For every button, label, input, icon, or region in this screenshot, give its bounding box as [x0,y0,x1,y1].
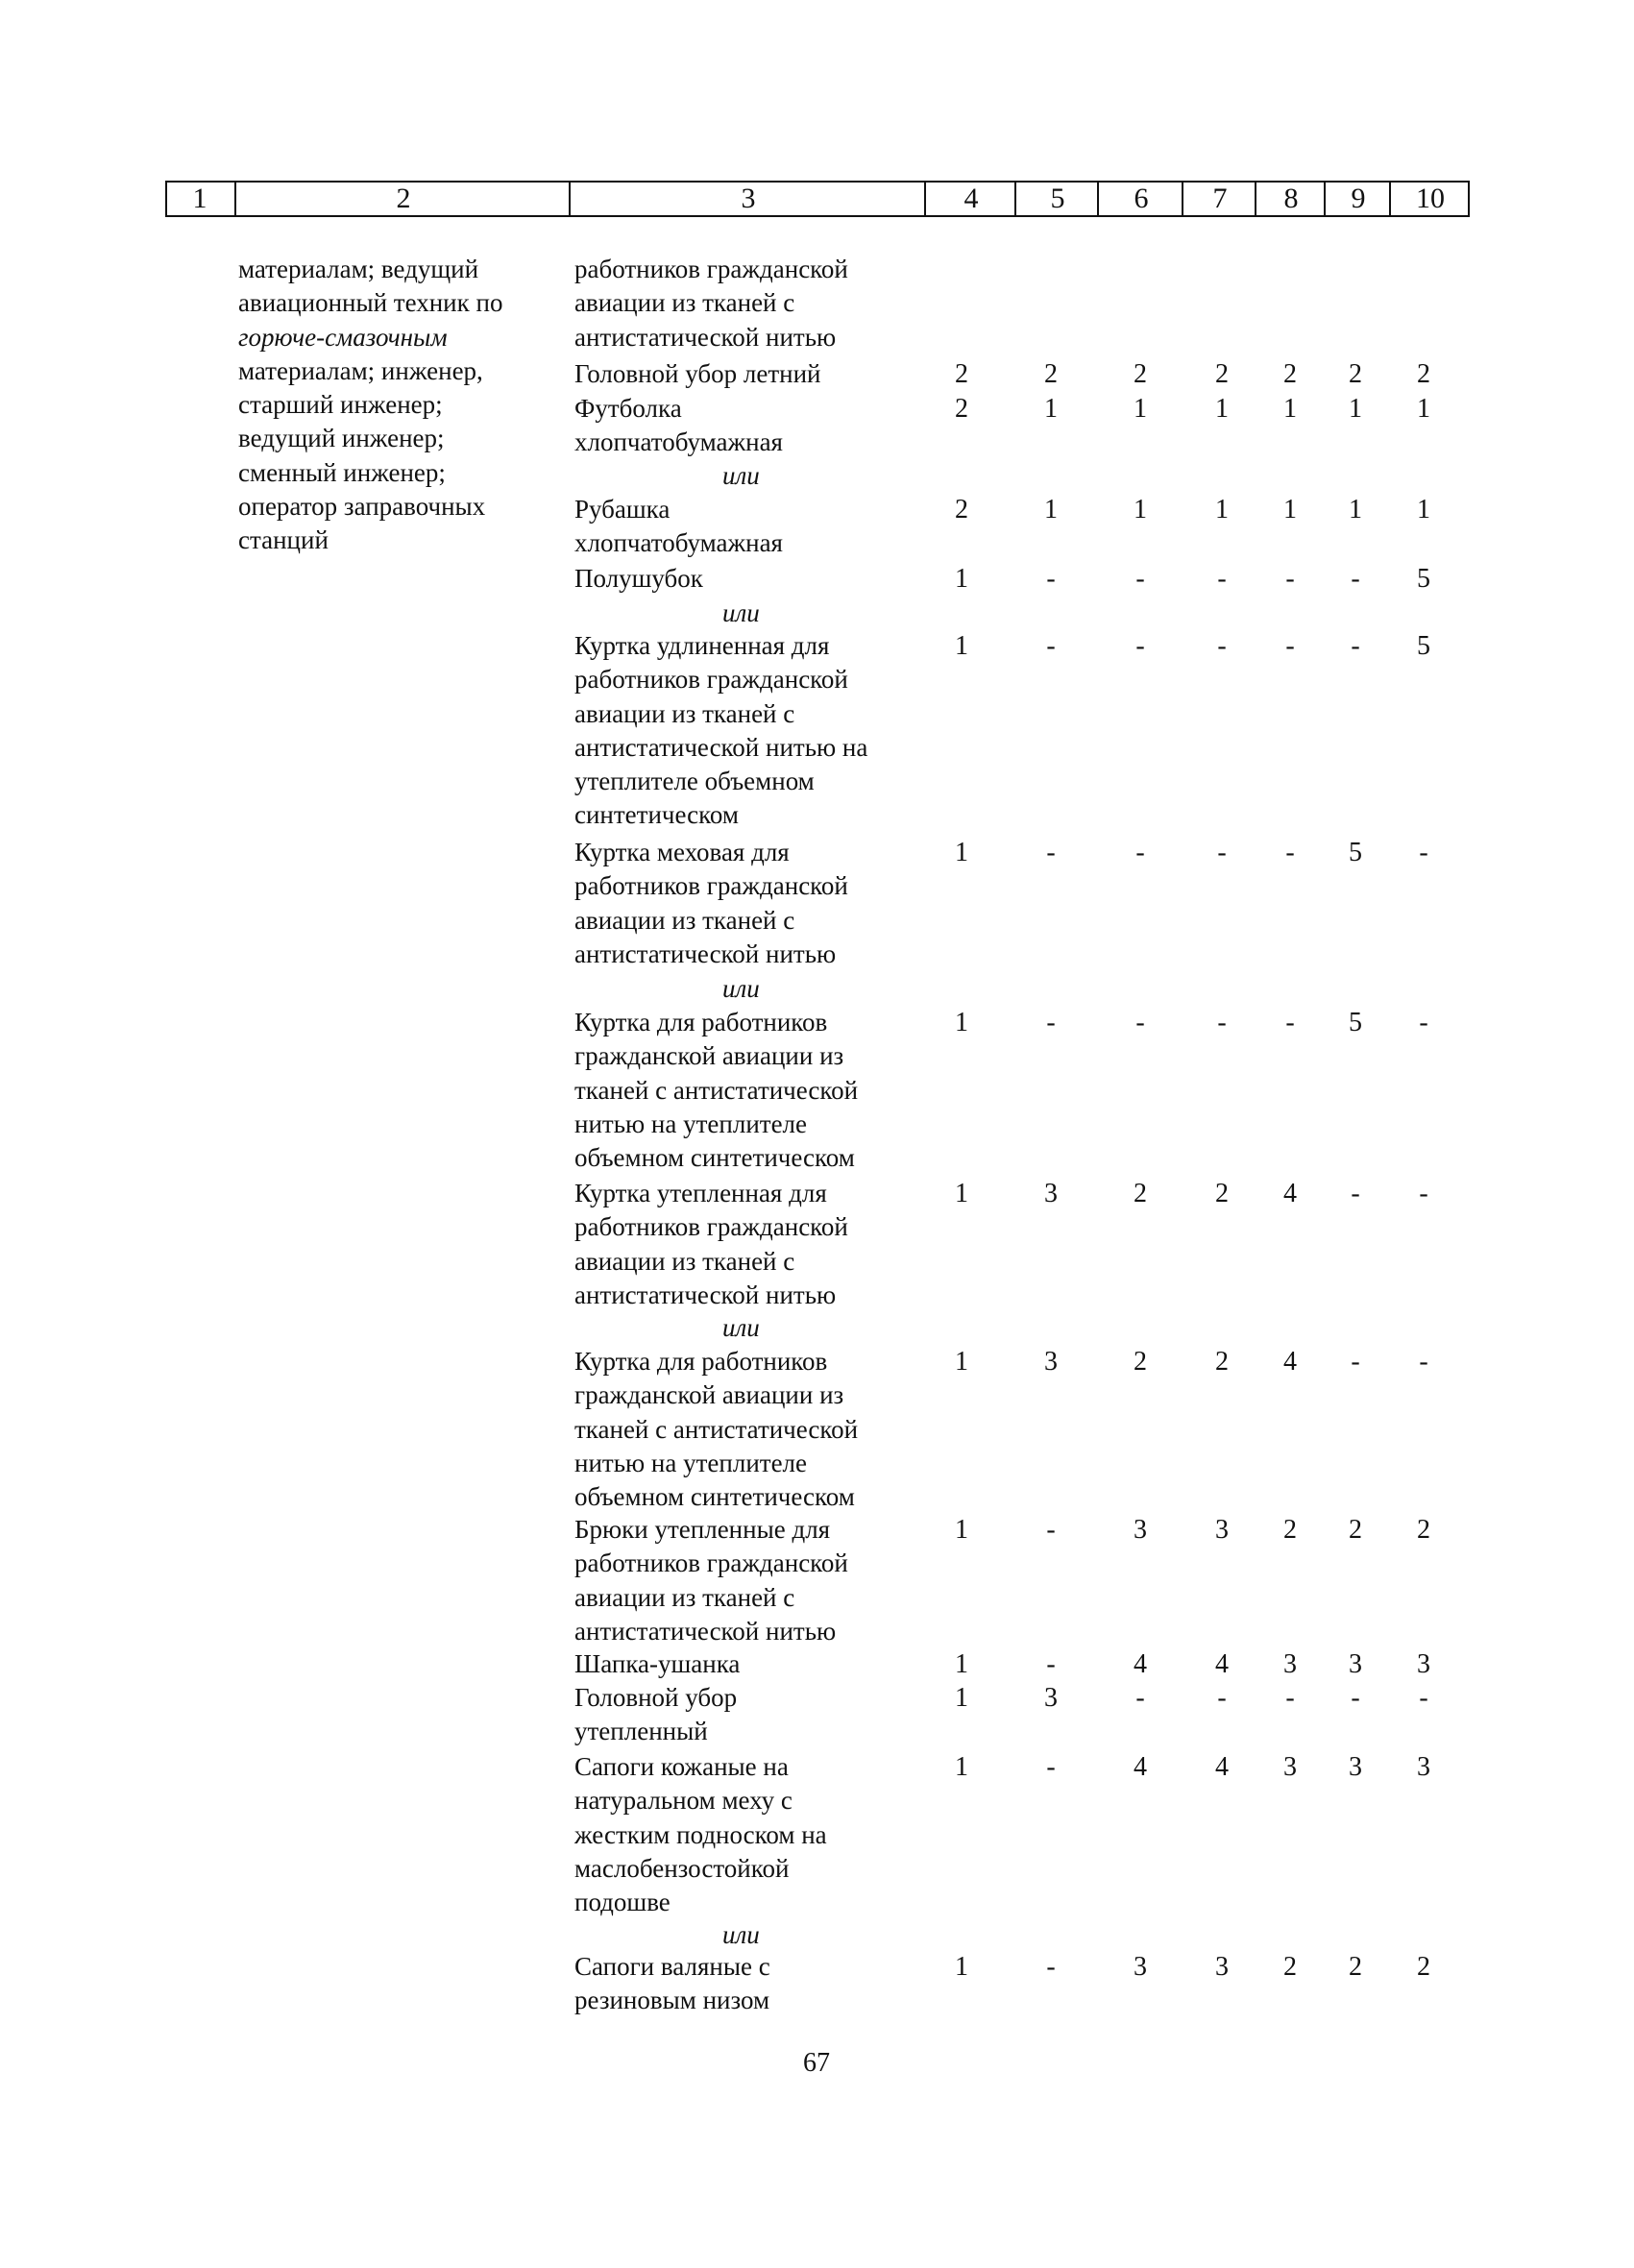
item-name-line: Куртка меховая для [574,838,790,866]
value-col-4: 1 [955,1179,968,1208]
role-line: материалам; ведущий [238,255,479,283]
item-name-line: Куртка утепленная для [574,1179,827,1207]
value-col-6: 3 [1134,1952,1147,1982]
value-col-5: 3 [1044,1179,1058,1208]
value-col-4: 1 [955,1008,968,1037]
value-col-6: 4 [1134,1649,1147,1679]
item-name-line: нитью на утеплителе [574,1109,808,1138]
value-col-6: 2 [1134,1179,1147,1208]
value-col-8: - [1285,564,1295,594]
value-col-6: - [1135,631,1145,661]
role-line: сменный инженер; [238,457,446,487]
item-name-line: тканей с антистатической [574,1075,859,1105]
item-name-line: натуральном меху с [574,1786,793,1816]
value-col-10: 1 [1417,394,1430,424]
item-name [574,1750,827,1919]
header-col-9: 9 [1324,183,1391,215]
header-col-4: 4 [924,183,1016,215]
role-line: станций [238,525,329,555]
item-name [574,253,848,354]
item-name-line: Рубашка [574,495,671,524]
value-col-8: - [1285,631,1295,661]
item-name-line: Куртка для работников [574,1347,828,1376]
value-col-5: 1 [1044,394,1058,424]
value-col-7: - [1217,838,1227,867]
header-col-1: 1 [192,183,207,214]
item-name [574,562,703,596]
item-name [574,629,867,833]
value-col-8: - [1285,1008,1295,1037]
value-col-4: 1 [955,838,968,867]
value-col-7: - [1217,1683,1227,1713]
value-col-7: - [1217,1008,1227,1037]
item-name-line: работников гражданской [574,665,848,695]
value-col-8: 2 [1283,1952,1297,1982]
value-col-9: - [1351,1347,1360,1377]
or-separator: или [722,1313,760,1342]
or-separator: или [722,974,760,1003]
item-name-line: авиации из тканей с [574,1582,795,1612]
value-col-9: 2 [1349,1515,1362,1545]
role-line: ведущий инженер; [238,424,445,453]
item-name [574,1681,737,1749]
item-name-line: маслобензостойкой [574,1853,790,1883]
item-name-line: авиации из тканей с [574,1246,795,1276]
value-col-8: 1 [1283,394,1297,424]
value-col-9: - [1351,564,1360,594]
item-name [574,1647,740,1681]
value-col-9: 2 [1349,359,1362,389]
item-name-line: утеплителе объемном [574,767,815,796]
item-name-line: Куртка для работников [574,1008,828,1036]
value-col-5: - [1046,1952,1056,1982]
value-col-4: 1 [955,564,968,594]
item-name-line: антистатической нитью [574,1280,837,1309]
item-name-line: Куртка удлиненная для [574,631,830,660]
value-col-8: - [1285,1683,1295,1713]
header-col-3: 3 [569,183,926,215]
column-number-header [165,181,1470,217]
item-name [574,1513,848,1648]
value-col-10: - [1419,1347,1428,1377]
item-name [574,1950,770,2018]
page-number: 67 [803,2048,830,2078]
value-col-10: - [1419,1683,1428,1713]
value-col-7: 1 [1215,495,1229,524]
item-name-line: Полушубок [574,564,703,593]
value-col-9: - [1351,1179,1360,1208]
item-name-line: Сапоги кожаные на [574,1752,789,1781]
value-col-7: 4 [1215,1649,1229,1679]
value-col-4: 1 [955,1952,968,1982]
value-col-5: - [1046,1008,1056,1037]
role-line: авиационный техник по [238,288,503,318]
value-col-8: 3 [1283,1649,1297,1679]
item-name-line: Шапка-ушанка [574,1649,741,1678]
item-name-line: Головной убор [574,1683,738,1712]
value-col-6: 1 [1134,394,1147,424]
value-col-10: - [1419,1008,1428,1037]
role-line: горюче-смазочным [238,322,448,352]
value-col-6: - [1135,1683,1145,1713]
value-col-4: 2 [955,359,968,389]
value-col-10: - [1419,838,1428,867]
header-col-10: 10 [1389,183,1470,215]
value-col-10: 3 [1417,1752,1430,1782]
item-name-line: жестким подноском на [574,1819,827,1849]
value-col-4: 2 [955,394,968,424]
value-col-9: 2 [1349,1952,1362,1982]
item-name-line: синтетическом [574,800,739,830]
value-col-7: 4 [1215,1752,1229,1782]
value-col-4: 1 [955,1683,968,1713]
value-col-8: 4 [1283,1179,1297,1208]
item-name-line: Футболка [574,394,682,423]
item-name-line: работников гражданской [574,1549,848,1578]
item-name-line: антистатической нитью [574,939,837,968]
value-col-4: 1 [955,1347,968,1377]
item-name-line: работников гражданской [574,255,848,283]
value-col-5: - [1046,838,1056,867]
item-name-line: тканей с антистатической [574,1414,859,1444]
item-name-line: подошве [574,1888,671,1917]
item-name-line: утепленный [574,1717,708,1746]
value-col-9: 5 [1349,1008,1362,1037]
value-col-7: 1 [1215,394,1229,424]
item-name [574,357,821,391]
item-name [574,836,848,971]
or-separator: или [722,461,760,490]
value-col-8: 1 [1283,495,1297,524]
value-col-6: 1 [1134,495,1147,524]
value-col-9: 5 [1349,838,1362,867]
value-col-10: 2 [1417,359,1430,389]
value-col-8: 2 [1283,359,1297,389]
value-col-6: 2 [1134,1347,1147,1377]
value-col-5: 2 [1044,359,1058,389]
item-name-line: антистатической нитью [574,322,837,352]
value-col-6: - [1135,1008,1145,1037]
item-name-line: антистатической нитью [574,1616,837,1646]
value-col-4: 1 [955,1752,968,1782]
item-name-line: антистатической нитью на [574,732,868,762]
item-name [574,493,783,561]
item-name-line: гражданской авиации из [574,1041,844,1071]
item-name-line: Сапоги валяные с [574,1952,770,1981]
value-col-5: 1 [1044,495,1058,524]
value-col-6: - [1135,564,1145,594]
value-col-7: 3 [1215,1515,1229,1545]
value-col-10: - [1419,1179,1428,1208]
value-col-6: 3 [1134,1515,1147,1545]
item-name-line: объемном синтетическом [574,1482,855,1512]
value-col-4: 2 [955,495,968,524]
item-name-line: хлопчатобумажная [574,427,783,457]
value-col-5: - [1046,564,1056,594]
item-name [574,392,783,460]
item-name-line: авиации из тканей с [574,698,795,728]
item-name-line: Брюки утепленные для [574,1515,831,1544]
value-col-10: 1 [1417,495,1430,524]
role-line: оператор заправочных [238,492,486,522]
header-col-2: 2 [234,183,571,215]
value-col-10: 5 [1417,564,1430,594]
value-col-4: 1 [955,1649,968,1679]
item-name-line: работников гражданской [574,871,848,901]
value-col-5: - [1046,1649,1056,1679]
value-col-10: 2 [1417,1952,1430,1982]
item-name-line: гражданской авиации из [574,1380,844,1410]
item-name [574,1177,848,1312]
value-col-6: 2 [1134,359,1147,389]
value-col-5: - [1046,631,1056,661]
value-col-6: - [1135,838,1145,867]
item-name-line: Головной убор летний [574,359,821,388]
value-col-9: - [1351,1683,1360,1713]
value-col-6: 4 [1134,1752,1147,1782]
item-name [574,1345,858,1514]
header-col-6: 6 [1097,183,1183,215]
value-col-4: 1 [955,631,968,661]
header-col-7: 7 [1182,183,1256,215]
value-col-8: 3 [1283,1752,1297,1782]
value-col-7: - [1217,631,1227,661]
value-col-9: - [1351,631,1360,661]
value-col-9: 1 [1349,495,1362,524]
item-name-line: хлопчатобумажная [574,528,783,558]
value-col-7: - [1217,564,1227,594]
or-separator: или [722,1920,760,1949]
value-col-7: 2 [1215,1347,1229,1377]
role-line: старший инженер; [238,390,443,420]
item-name-line: резиновым низом [574,1986,770,2015]
value-col-8: 2 [1283,1515,1297,1545]
value-col-7: 2 [1215,1179,1229,1208]
item-name [574,1006,858,1175]
role-line: материалам; инженер, [238,355,483,385]
or-separator: или [722,598,760,627]
value-col-9: 1 [1349,394,1362,424]
job-titles-cell [238,253,502,558]
value-col-4: 1 [955,1515,968,1545]
header-col-5: 5 [1014,183,1099,215]
header-col-8: 8 [1255,183,1326,215]
value-col-8: - [1285,838,1295,867]
item-name-line: авиации из тканей с [574,905,795,935]
item-name-line: работников гражданской [574,1212,848,1242]
value-col-5: - [1046,1515,1056,1545]
value-col-10: 3 [1417,1649,1430,1679]
value-col-7: 3 [1215,1952,1229,1982]
value-col-10: 5 [1417,631,1430,661]
value-col-8: 4 [1283,1347,1297,1377]
value-col-5: 3 [1044,1683,1058,1713]
value-col-9: 3 [1349,1752,1362,1782]
value-col-5: - [1046,1752,1056,1782]
item-name-line: авиации из тканей с [574,288,795,318]
value-col-10: 2 [1417,1515,1430,1545]
value-col-9: 3 [1349,1649,1362,1679]
value-col-5: 3 [1044,1347,1058,1377]
item-name-line: объемном синтетическом [574,1143,855,1173]
item-name-line: нитью на утеплителе [574,1448,808,1477]
value-col-7: 2 [1215,359,1229,389]
